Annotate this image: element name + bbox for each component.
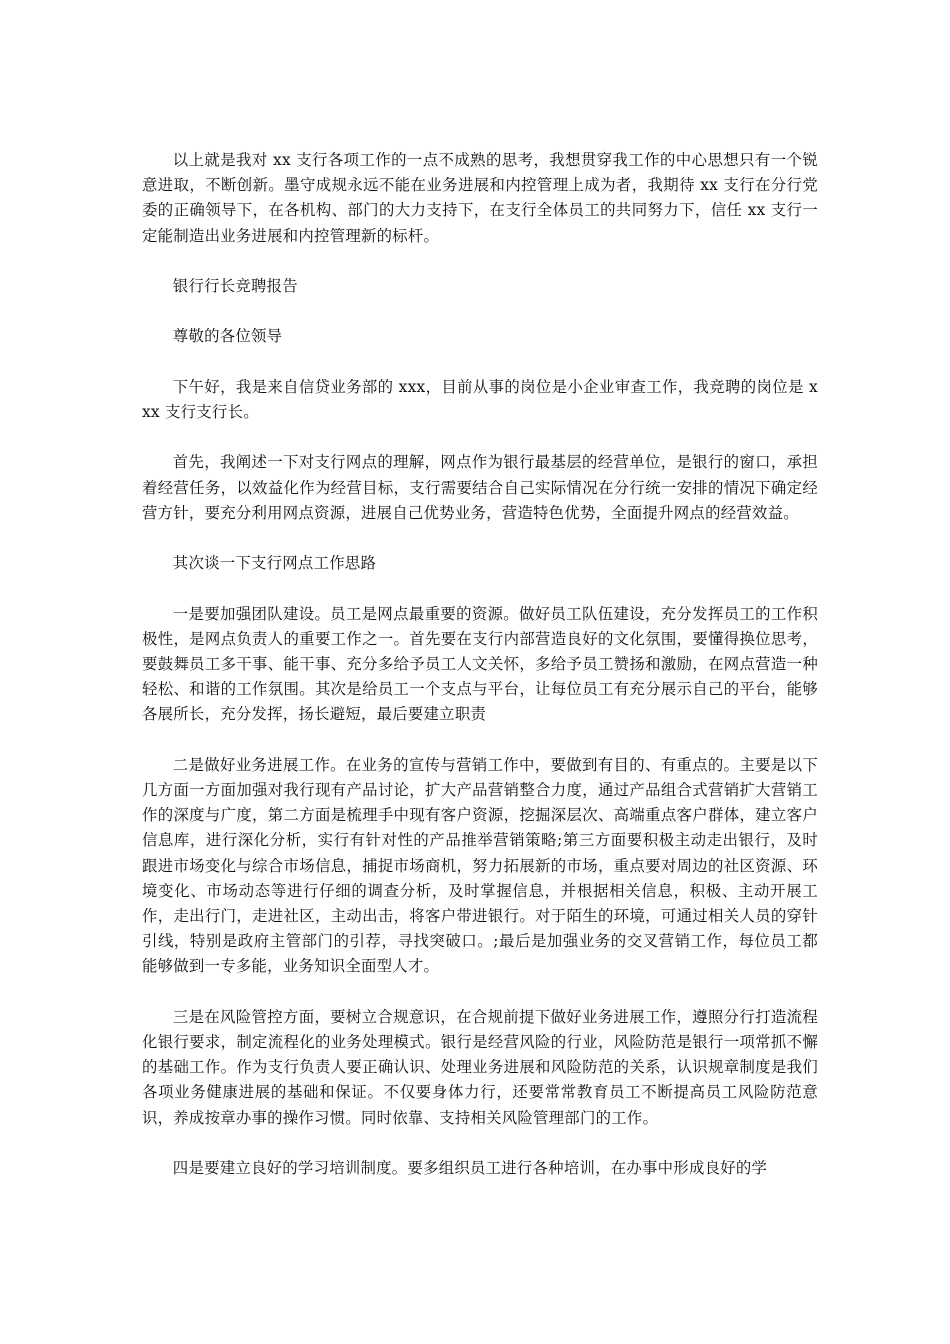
paragraph-conclusion: 以上就是我对 xx 支行各项工作的一点不成熟的思考，我想贯穿我工作的中心思想只有一个锐意进取，不断创新。墨守成规永远不能在业务进展和内控管理上成为者，我期待 xx 支行在分行党委的正确领导下，在各机构、部门的大力支持下，在支行全体员工的共同努力下，信任 xx 支行一定能制造出业务进展和内控管理新的标杆。 [142, 151, 818, 245]
paragraph-self-introduction: 下午好，我是来自信贷业务部的 xxx，目前从事的岗位是小企业审查工作，我竞聘的岗位是 xxx 支行支行长。 [142, 377, 818, 421]
section-heading-work-ideas: 其次谈一下支行网点工作思路 [172, 554, 377, 573]
document-body [142, 148, 818, 1206]
salutation: 尊敬的各位领导 [172, 327, 283, 346]
report-title: 银行行长竞聘报告 [172, 277, 298, 295]
paragraph-branch-understanding: 首先，我阐述一下对支行网点的理解，网点作为银行最基层的经营单位，是银行的窗口，承担着经营任务，以效益化作为经营目标，支行需要结合自己实际情况在分行统一安排的情况下确定经营方针，要充分利用网点资源，进展自己优势业务，营造特色优势，全面提升网点的经营效益。 [142, 453, 818, 522]
paragraph-business-development: 二是做好业务进展工作。在业务的宣传与营销工作中，要做到有目的、有重点的。主要是以下几方面一方面加强对我行现有产品讨论，扩大产品营销整合力度，通过产品组合式营销扩大营销工作的深度与广度，第二方面是梳理手中现有客户资源，挖掘深层次、高端重点客户群体，建立客户信息库，进行深化分析，实行有针对性的产品推举营销策略;第三方面要积极主动走出银行，及时跟进市场变化与综合市场信息，捕捉市场商机，努力拓展新的市场，重点要对周边的社区资源、环境变化、市场动态等进行仔细的调查分析，及时掌握信息，并根据相关信息，积极、主动开展工作，走出行门，走进社区，主动出击，将客户带进银行。对于陌生的环境，可通过相关人员的穿针引线，特别是政府主管部门的引荐，寻找突破口。;最后是加强业务的交叉营销工作，每位员工都能够做到一专多能，业务知识全面型人才。 [142, 755, 818, 976]
paragraph-team-building: 一是要加强团队建设。员工是网点最重要的资源。做好员工队伍建设，充分发挥员工的工作积极性，是网点负责人的重要工作之一。首先要在支行内部营造良好的文化氛围，要懂得换位思考，要鼓舞员工多干事、能干事、充分多给予员工人文关怀，多给予员工赞扬和激励，在网点营造一种轻松、和谐的工作氛围。其次是给员工一个支点与平台，让每位员工有充分展示自己的平台，能够各展所长，充分发挥，扬长避短，最后要建立职责 [142, 604, 818, 724]
paragraph-risk-control: 三是在风险管控方面，要树立合规意识，在合规前提下做好业务进展工作，遵照分行打造流程化银行要求，制定流程化的业务处理模式。银行是经营风险的行业，风险防范是银行一项常抓不懈的基础工作。作为支行负责人要正确认识、处理业务进展和风险防范的关系，认识规章制度是我们各项业务健康进展的基础和保证。不仅要身体力行，还要常常教育员工不断提高员工风险防范意识，养成按章办事的操作习惯。同时依靠、支持相关风险管理部门的工作。 [142, 1007, 818, 1127]
paragraph-training: 四是要建立良好的学习培训制度。要多组织员工进行各种培训，在办事中形成良好的学 [172, 1158, 768, 1177]
